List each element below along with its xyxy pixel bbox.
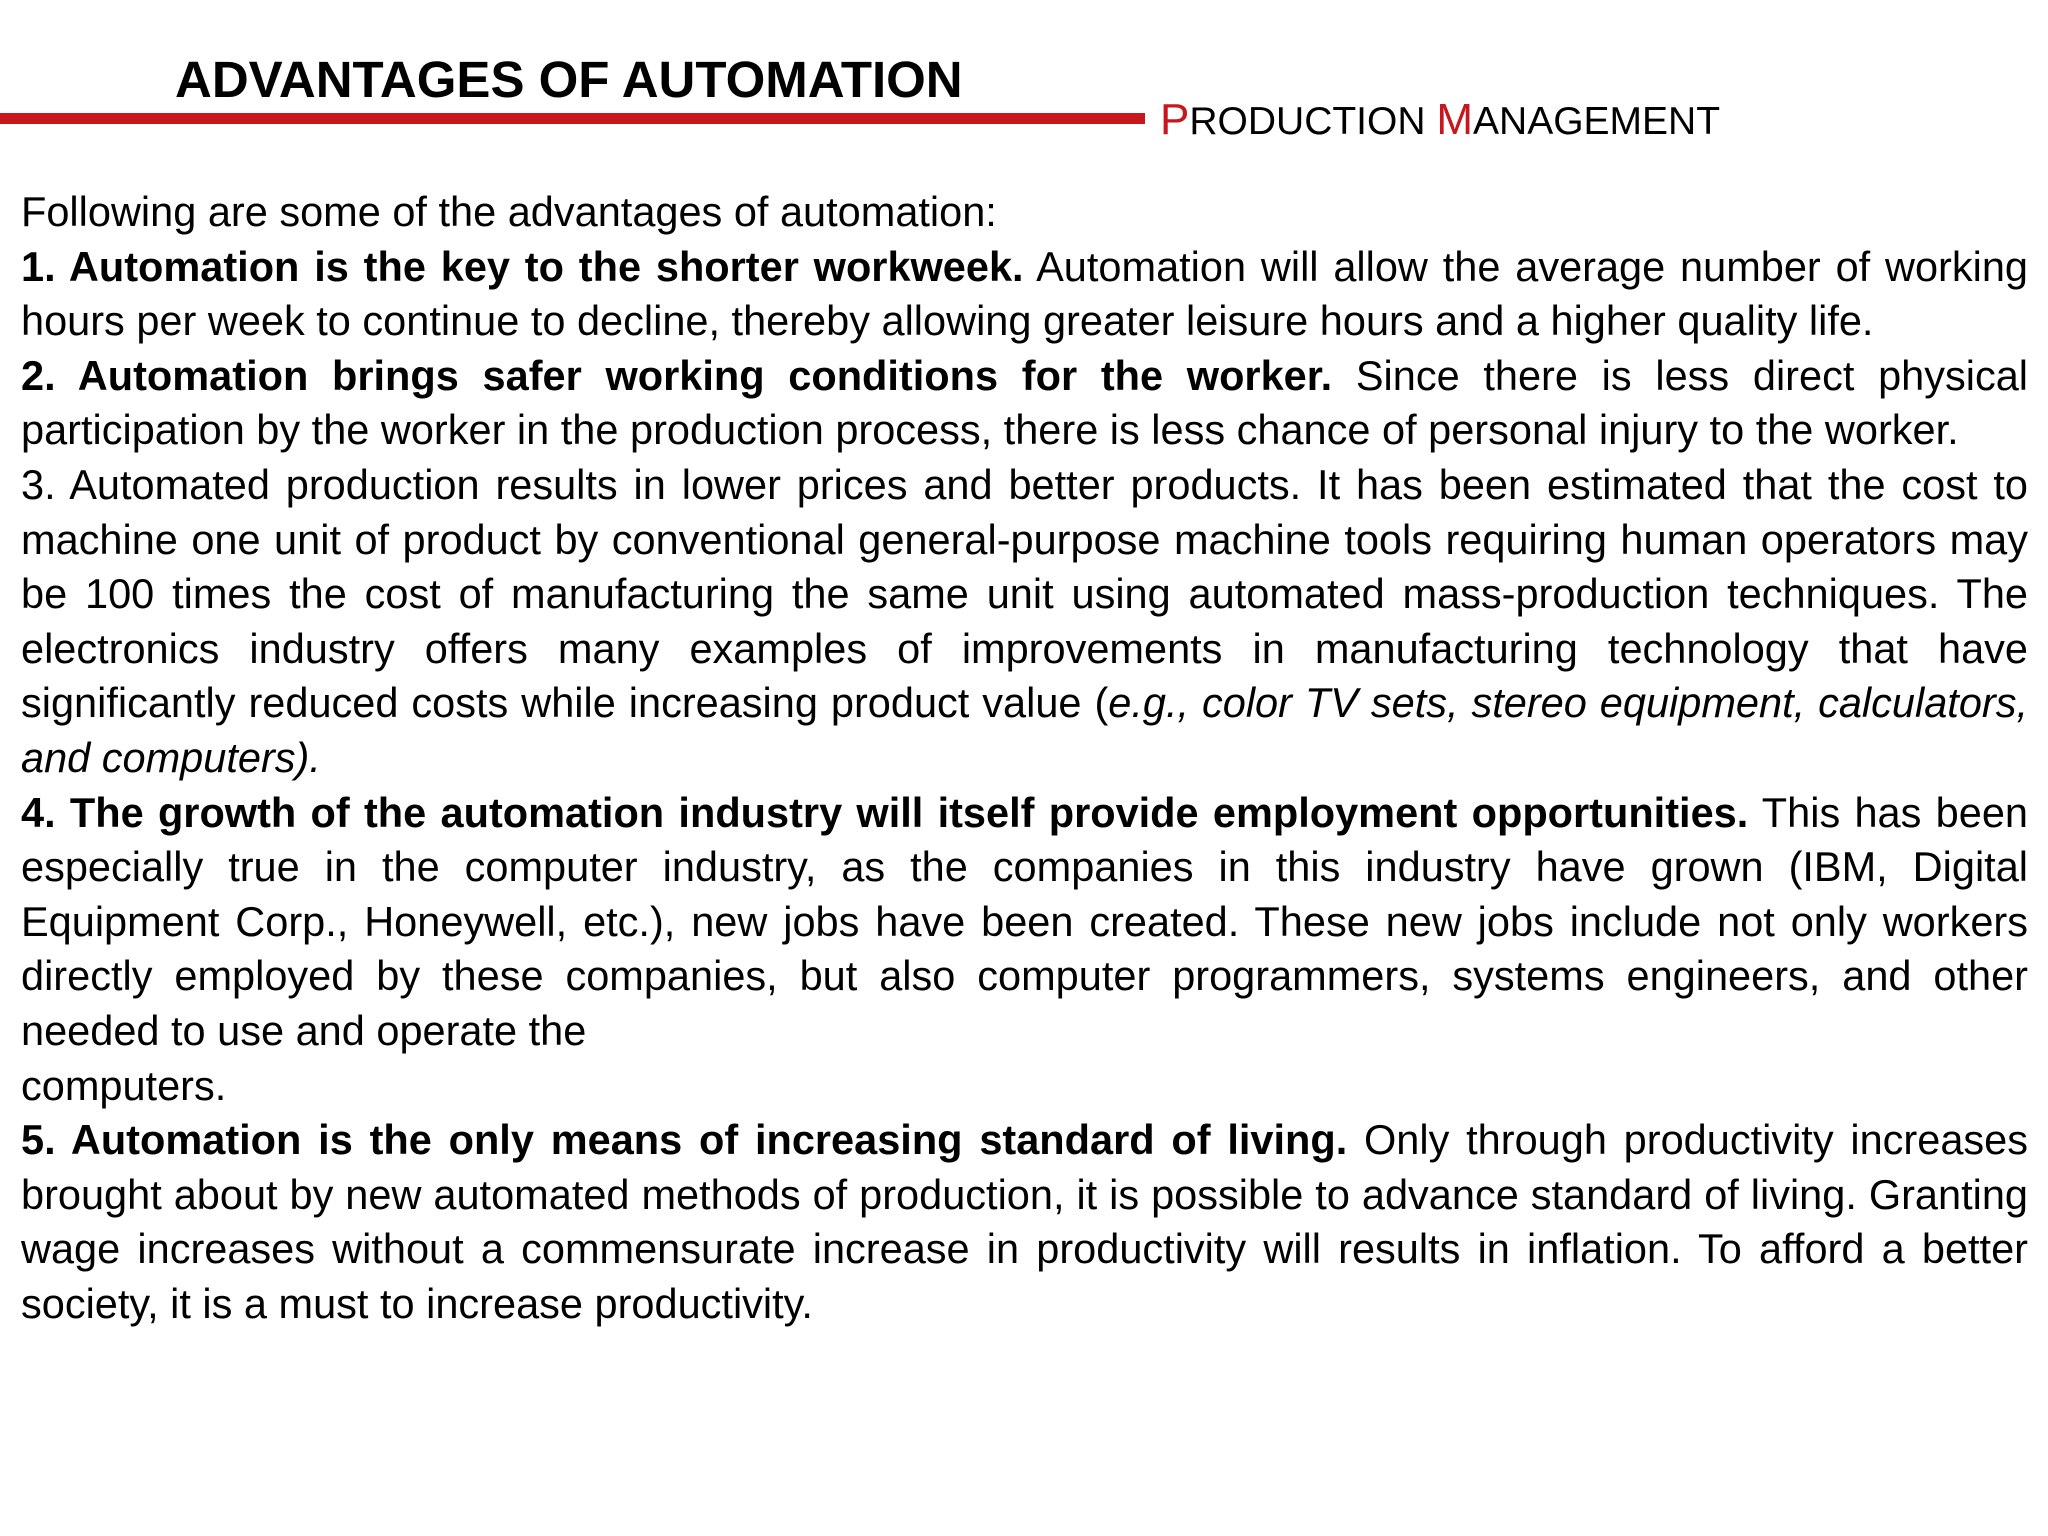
advantage-text-1: Automation will allow the average number of working hours per week to continue to decline, thereby allowing greater leisure hours and a higher quality life. (21, 242, 2028, 345)
subject-initial-m: M (1436, 95, 1474, 144)
advantage-heading-1: 1. Automation is the key to the shorter workweek. (21, 242, 1024, 290)
advantage-item-1 (21, 240, 2028, 349)
subject-label (1160, 97, 1720, 145)
advantage-item-3 (21, 458, 2028, 786)
subject-word-management: ANAGEMENT (1473, 100, 1721, 143)
advantage-text-4: This has been especially true in the computer industry, as the companies in this industry have grown (IBM, Digital Equipment Corp., Honeywell, etc.), new jobs have been created. These new jobs include not only workers directly employed by these companies, but also computer programmers, systems engineers, and other needed to use and operate the (21, 788, 2028, 1054)
advantage-item-4-end: computers. (21, 1061, 227, 1109)
advantage-text-3: 3. Automated production results in lower prices and better products. It has been estimated that the cost to machine one unit of product by conventional general-purpose machine tools requiring human operators may be 100 times the cost of manufacturing the same unit using automated mass-production techniques. The electronics industry offers many examples of improvements in manufacturing technology that have significantly reduced costs while increasing product value ( (21, 460, 2028, 727)
body-text (21, 185, 2028, 1331)
advantage-item-2 (21, 349, 2028, 458)
advantage-heading-4: 4. The growth of the automation industry will itself provide employment opportunities. (21, 788, 1749, 836)
subject-word-production: RODUCTION (1189, 100, 1437, 143)
subject-initial-p: P (1160, 95, 1190, 144)
advantage-item-5 (21, 1113, 2028, 1331)
advantage-heading-5: 5. Automation is the only means of increasing standard of living. (21, 1116, 1348, 1164)
advantage-text-2: Since there is less direct physical participation by the worker in the production process, there is less chance of personal injury to the worker. (21, 351, 2029, 454)
advantage-examples-3: e.g., color TV sets, stereo equipment, calculators, and computers). (21, 679, 2028, 781)
title-underline-rule (0, 113, 1145, 124)
advantage-heading-2: 2. Automation brings safer working conditions for the worker. (21, 351, 1333, 399)
intro-paragraph: Following are some of the advantages of automation: (21, 188, 997, 235)
advantage-item-4 (21, 786, 2028, 1059)
slide-title: ADVANTAGES OF AUTOMATION (175, 51, 963, 108)
advantage-text-5: Only through productivity increases brought about by new automated methods of production, it is possible to advance standard of living. Granting wage increases without a commensurate increase in productivity will results in inflation. To afford a better society, it is a must to increase productivity. (21, 1116, 2028, 1327)
